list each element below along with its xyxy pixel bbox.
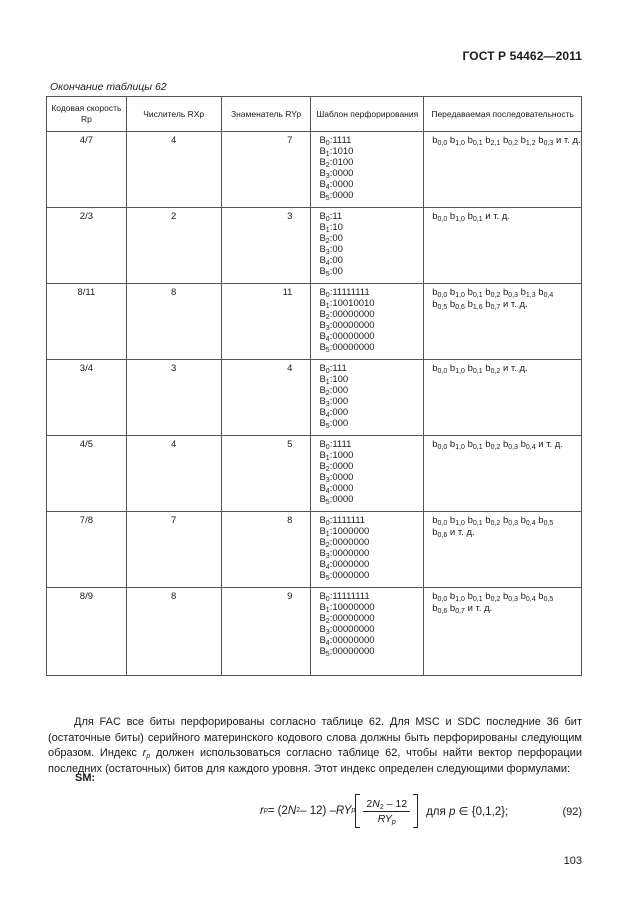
paragraph-part-2: должен использоваться согласно таблице 62, чтобы найти вектор перфорации последних (остаточных) битов для каждого уровня. Этот индекс определен следующими формулами: — [48, 747, 582, 775]
index-symbol: r — [142, 747, 147, 759]
pattern-line: $B_2:00000000$ — [319, 613, 375, 625]
pattern-line: $B_3:0000$ — [319, 472, 354, 484]
table-row — [47, 284, 582, 360]
cell-puncture-pattern — [311, 588, 424, 676]
sequence-line: $b_{0,0}$ $b_{1,0}$ $b_{0,1}$ и т. д. — [432, 211, 510, 223]
pattern-line: $B_2:00000000$ — [319, 309, 375, 321]
cell-denominator: 7 — [221, 132, 311, 208]
paragraph-part-1: Для FAC все биты перфорированы согласно таблице 62. Для MSC и SDC последние 36 бит (остаточные биты) серийного материнского кодового слова должны быть перфорированы следующим образом. Индекс — [48, 716, 582, 759]
pattern-line: $B_0:11111111$ — [319, 287, 370, 299]
formula-ry: RY — [335, 805, 352, 817]
sequence-line: $b_{0,6}$ и т. д. — [432, 527, 475, 539]
cell-denominator: 4 — [221, 360, 311, 436]
pattern-line: $B_5:0000$ — [319, 494, 354, 506]
pattern-line: $B_0:1111$ — [319, 135, 352, 147]
table-row — [47, 132, 582, 208]
formula-condition: для p ∈ {0,1,2}; — [426, 806, 509, 818]
cell-transmitted-sequence — [424, 436, 582, 512]
pattern-line: $B_5:00000000$ — [319, 646, 375, 658]
pattern-line: $B_3:00$ — [319, 244, 343, 256]
pattern-line: $B_0:11$ — [319, 211, 343, 223]
cell-numerator: 2 — [126, 208, 221, 284]
pattern-line: $B_5:00000000$ — [319, 342, 375, 354]
formula-mid: – 12) – — [300, 805, 336, 817]
formula-lhs: r — [260, 805, 264, 817]
cell-code-rate: 3/4 — [47, 360, 127, 436]
equation-number: (92) — [562, 806, 582, 818]
cell-transmitted-sequence — [424, 588, 582, 676]
sequence-line: $b_{0,0}$ $b_{1,0}$ $b_{0,1}$ $b_{0,2}$ $b_{0,3}$ $b_{0,4}$ $b_{0,5}$ — [432, 591, 554, 603]
cell-code-rate: 8/11 — [47, 284, 127, 360]
pattern-line: $B_3:00000000$ — [319, 320, 375, 332]
pattern-line: $B_2:000$ — [319, 385, 349, 397]
page-number: 103 — [563, 855, 582, 867]
pattern-line: $B_3:00000000$ — [319, 624, 375, 636]
pattern-line: $B_4:0000$ — [319, 483, 354, 495]
pattern-line: $B_1:10010010$ — [319, 298, 375, 310]
floor-bracket — [355, 794, 418, 828]
formula-n: N — [287, 805, 297, 817]
table-header-row — [47, 97, 582, 132]
pattern-line: $B_0:1111$ — [319, 439, 352, 451]
fraction-numerator: $2N_2 - 12$ — [363, 798, 410, 812]
cell-code-rate: 7/8 — [47, 512, 127, 588]
table-caption: Окончание таблицы 62 — [50, 81, 167, 93]
cell-numerator: 3 — [126, 360, 221, 436]
pattern-line: $B_5:00$ — [319, 266, 343, 278]
col-header-numerator: Числитель RXp — [126, 97, 221, 132]
sequence-line: $b_{0,5}$ $b_{0,6}$ $b_{1,6}$ $b_{0,7}$ и т. д. — [432, 299, 528, 311]
cell-code-rate: 2/3 — [47, 208, 127, 284]
col-header-sequence: Передаваемая последовательность — [424, 97, 582, 132]
table-row — [47, 208, 582, 284]
cell-denominator: 11 — [221, 284, 311, 360]
pattern-line: $B_4:00000000$ — [319, 331, 375, 343]
pattern-line: $B_0:1111111$ — [319, 515, 366, 527]
cell-transmitted-sequence — [424, 284, 582, 360]
cell-numerator: 8 — [126, 284, 221, 360]
sequence-line: $b_{0,6}$ $b_{0,7}$ и т. д. — [432, 603, 493, 615]
sequence-line: $b_{0,0}$ $b_{1,0}$ $b_{0,1}$ $b_{0,2}$ $b_{0,3}$ $b_{0,4}$ и т. д. — [432, 439, 563, 451]
cell-numerator: 4 — [126, 436, 221, 512]
cell-puncture-pattern — [311, 208, 424, 284]
cell-transmitted-sequence — [424, 132, 582, 208]
table-row — [47, 588, 582, 676]
sequence-line: $b_{0,0}$ $b_{1,0}$ $b_{0,1}$ $b_{0,2}$ и т. д. — [432, 363, 528, 375]
cell-denominator: 5 — [221, 436, 311, 512]
sequence-line: $b_{0,0}$ $b_{1,0}$ $b_{0,1}$ $b_{0,2}$ $b_{0,3}$ $b_{1,3}$ $b_{0,4}$ — [432, 287, 554, 299]
pattern-line: $B_1:1000000$ — [319, 526, 370, 538]
pattern-line: $B_4:00$ — [319, 255, 343, 267]
cell-denominator: 3 — [221, 208, 311, 284]
pattern-line: $B_3:0000000$ — [319, 548, 370, 560]
pattern-line: $B_1:10$ — [319, 222, 343, 234]
body-paragraph — [48, 715, 582, 777]
pattern-line: $B_4:000$ — [319, 407, 349, 419]
col-header-rate: Кодовая скорость Rp — [47, 97, 127, 132]
cell-numerator: 8 — [126, 588, 221, 676]
table-row — [47, 436, 582, 512]
pattern-line: $B_0:111$ — [319, 363, 347, 375]
cell-transmitted-sequence — [424, 208, 582, 284]
sequence-line: $b_{0,0}$ $b_{1,0}$ $b_{0,1}$ $b_{2,1}$ $b_{0,2}$ $b_{1,2}$ $b_{0,3}$ и т. д. — [432, 135, 581, 147]
pattern-line: $B_4:00000000$ — [319, 635, 375, 647]
pattern-line: $B_1:1000$ — [319, 450, 354, 462]
col-header-pattern: Шаблон перфорирования — [311, 97, 424, 132]
pattern-line: $B_5:0000$ — [319, 190, 354, 202]
pattern-line: $B_1:10000000$ — [319, 602, 375, 614]
cell-denominator: 8 — [221, 512, 311, 588]
cell-puncture-pattern — [311, 512, 424, 588]
pattern-line: $B_0:11111111$ — [319, 591, 370, 603]
cell-transmitted-sequence — [424, 512, 582, 588]
pattern-line: $B_2:0100$ — [319, 157, 354, 169]
pattern-line: $B_2:00$ — [319, 233, 343, 245]
col-header-denominator: Знаменатель RYp — [221, 97, 311, 132]
cell-puncture-pattern — [311, 284, 424, 360]
pattern-line: $B_4:0000000$ — [319, 559, 370, 571]
fraction-denominator: $RY_p$ — [377, 812, 396, 826]
pattern-line: $B_3:000$ — [319, 396, 349, 408]
standard-header: ГОСТ Р 54462—2011 — [462, 49, 582, 63]
fraction — [363, 798, 410, 825]
cell-code-rate: 4/7 — [47, 132, 127, 208]
pattern-line: $B_5:000$ — [319, 418, 349, 430]
formula-92: r p = (2 N 2 – 12) – RY p $\frac{2N_2 - 12}{RY_p}$ для p ∈ {0,1,2}; — [260, 790, 508, 832]
right-floor-bracket — [413, 794, 418, 828]
cell-numerator: 7 — [126, 512, 221, 588]
pattern-line: $B_2:0000000$ — [319, 537, 370, 549]
pattern-line: $B_3:0000$ — [319, 168, 354, 180]
pattern-line: $B_1:100$ — [319, 374, 349, 386]
index-subscript: p — [146, 753, 151, 760]
pattern-line: $B_5:0000000$ — [319, 570, 370, 582]
pattern-line: $B_4:0000$ — [319, 179, 354, 191]
table-row — [47, 360, 582, 436]
formula-eq: = (2 — [267, 805, 288, 817]
cell-puncture-pattern — [311, 360, 424, 436]
cell-numerator: 4 — [126, 132, 221, 208]
sequence-line: $b_{0,0}$ $b_{1,0}$ $b_{0,1}$ $b_{0,2}$ $b_{0,3}$ $b_{0,4}$ $b_{0,5}$ — [432, 515, 554, 527]
left-floor-bracket — [355, 794, 360, 828]
cell-puncture-pattern — [311, 436, 424, 512]
cell-puncture-pattern — [311, 132, 424, 208]
cell-code-rate: 4/5 — [47, 436, 127, 512]
pattern-line: $B_1:1010$ — [319, 146, 354, 158]
sm-label: SM: — [75, 772, 96, 784]
cell-code-rate: 8/9 — [47, 588, 127, 676]
cell-transmitted-sequence — [424, 360, 582, 436]
puncture-table — [46, 96, 582, 676]
table-row — [47, 512, 582, 588]
pattern-line: $B_2:0000$ — [319, 461, 354, 473]
cell-denominator: 9 — [221, 588, 311, 676]
